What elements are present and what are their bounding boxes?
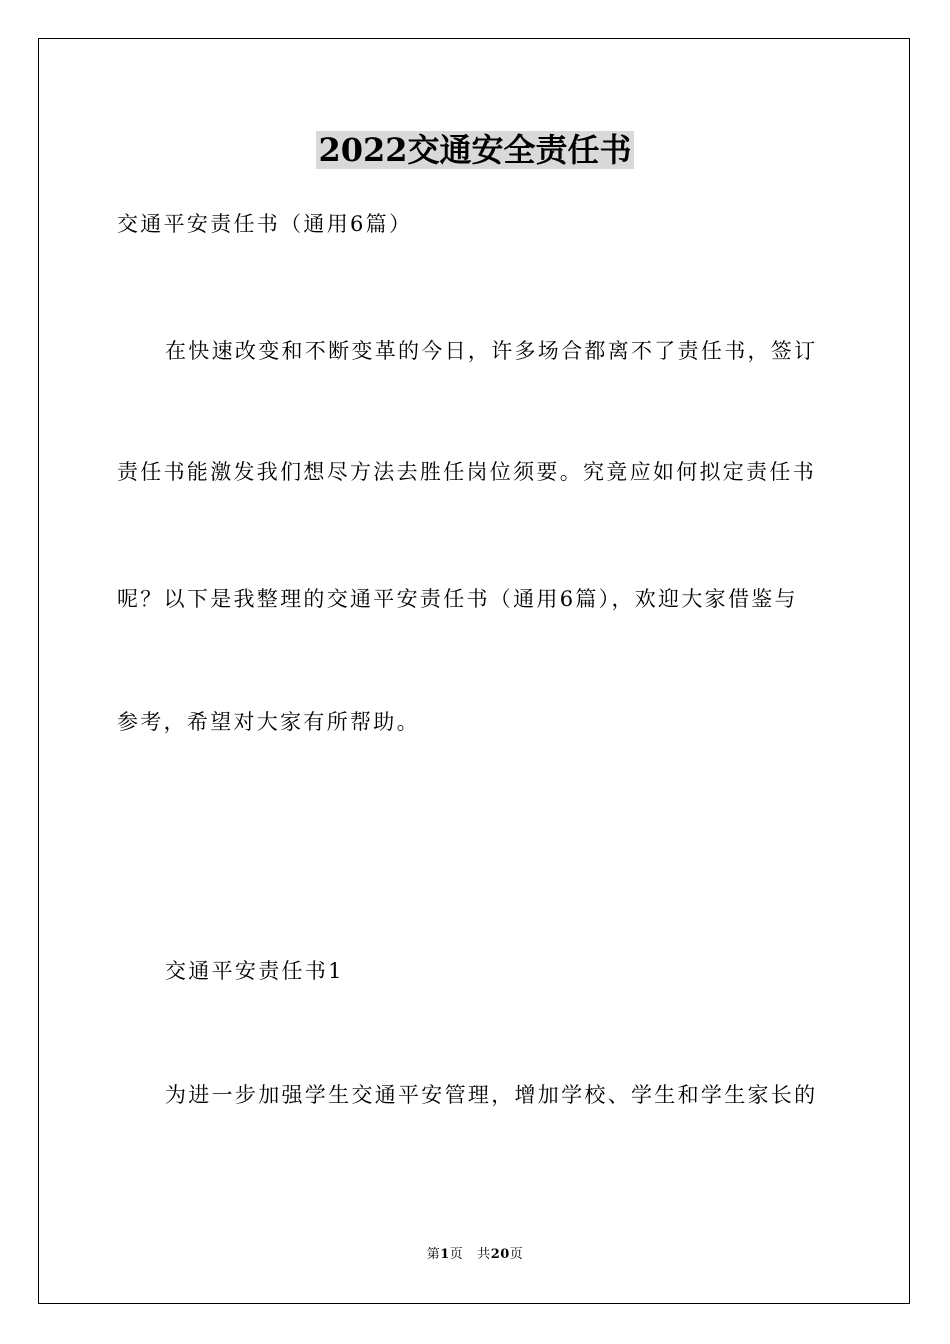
footer-page-current: 1 xyxy=(440,1247,450,1262)
intro-paragraph-line-3: 呢？以下是我整理的交通平安责任书（通用6篇），欢迎大家借鉴与 xyxy=(117,587,798,611)
footer-page-total: 20 xyxy=(490,1247,510,1262)
intro-paragraph-line-2: 责任书能激发我们想尽方法去胜任岗位须要。究竟应如何拟定责任书 xyxy=(117,460,816,484)
intro-paragraph-line-1: 在快速改变和不断变革的今日，许多场合都离不了责任书，签订 xyxy=(165,339,818,363)
footer-page-unit: 页 xyxy=(449,1247,464,1262)
intro-paragraph-line-4: 参考，希望对大家有所帮助。 xyxy=(117,710,420,734)
page-footer xyxy=(0,1246,950,1264)
footer-page-prefix: 第 xyxy=(426,1247,441,1262)
section-heading: 交通平安责任书1 xyxy=(165,959,344,983)
document-title-text: 2022交通安全责任书 xyxy=(318,131,632,169)
section-paragraph-line-1: 为进一步加强学生交通平安管理，增加学校、学生和学生家长的 xyxy=(165,1083,818,1107)
document-title xyxy=(0,128,950,172)
footer-total-prefix: 共 xyxy=(477,1247,491,1262)
footer-total-unit: 页 xyxy=(509,1247,524,1262)
document-subtitle: 交通平安责任书（通用6篇） xyxy=(117,212,413,236)
